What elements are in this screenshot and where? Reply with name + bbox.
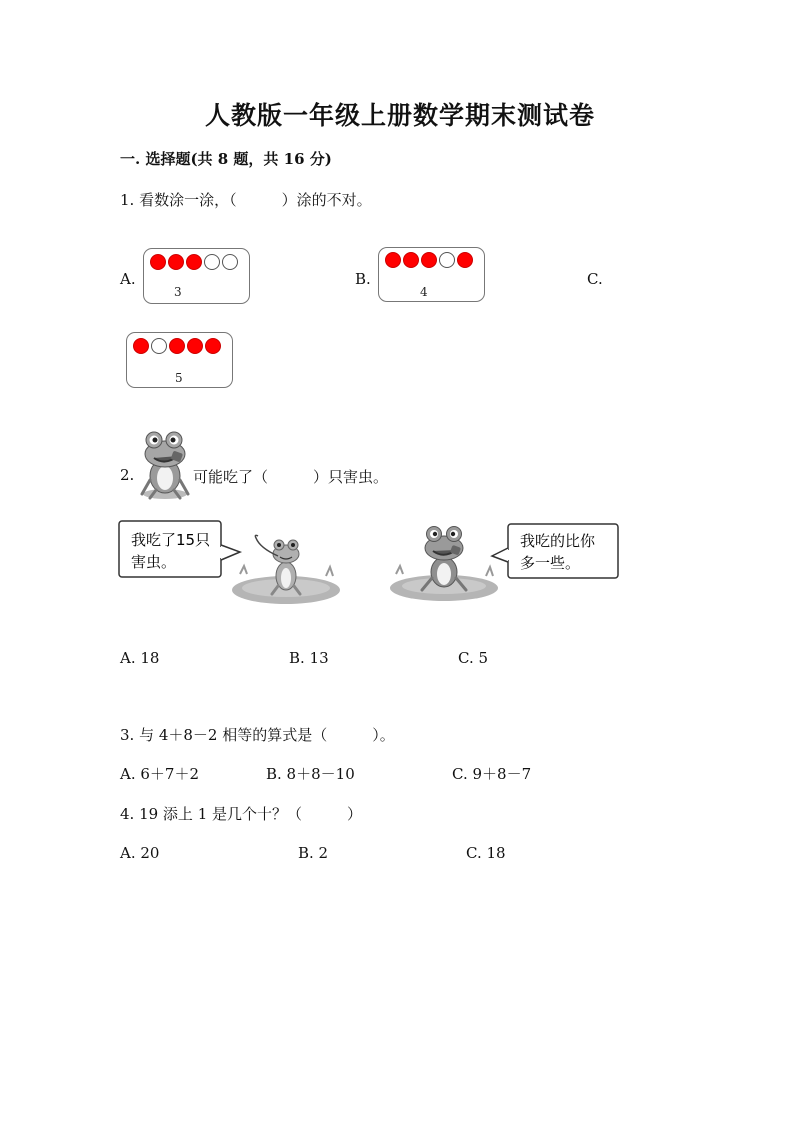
question-1-stem: 1. 看数涂一涂，（ ）涂的不对。 (120, 191, 372, 209)
q1-option-c-number: 5 (175, 371, 183, 385)
red-dot (403, 252, 419, 268)
white-dot (439, 252, 455, 268)
red-dot (385, 252, 401, 268)
q1-option-b-number: 4 (420, 285, 428, 299)
q4-option-a: A. 20 (120, 844, 160, 862)
question-3-stem: 3. 与 4＋8－2 相等的算式是（ ）。 (120, 726, 395, 744)
bubble-right-line-2: 多一些。 (520, 554, 581, 572)
red-dot (421, 252, 437, 268)
q1-option-c-box (126, 332, 233, 388)
section-heading: 一. 选择题(共 8 题，共 16 分) (120, 150, 332, 168)
q4-option-b: B. 2 (298, 844, 329, 862)
question-2-stem: 可能吃了（ ）只害虫。 (193, 468, 389, 486)
red-dot (187, 338, 203, 354)
white-dot (151, 338, 167, 354)
red-dot (186, 254, 202, 270)
q1-option-b-box (378, 247, 485, 302)
q1-option-c-label: C. (587, 270, 603, 288)
frog-icon (136, 428, 194, 502)
red-dot (133, 338, 149, 354)
red-dot (150, 254, 166, 270)
q3-option-c: C. 9＋8－7 (452, 765, 532, 783)
q2-option-c: C. 5 (458, 649, 489, 667)
bubble-left-line-1: 我吃了15只 (131, 531, 211, 549)
red-dot (169, 338, 185, 354)
q4-option-c: C. 18 (466, 844, 506, 862)
q3-option-b: B. 8＋8－10 (266, 765, 355, 783)
white-dot (204, 254, 220, 270)
bubble-left-line-2: 害虫。 (131, 553, 177, 571)
q2-option-b: B. 13 (289, 649, 329, 667)
q1-option-b-label: B. (355, 270, 371, 288)
frog-on-lily-pad-left (230, 528, 342, 606)
page-title: 人教版一年级上册数学期末测试卷 (204, 101, 595, 130)
q1-option-a-box (143, 248, 250, 304)
bubble-right-line-1: 我吃的比你 (520, 532, 596, 550)
q1-option-a-label: A. (120, 270, 136, 288)
red-dot (457, 252, 473, 268)
red-dot (205, 338, 221, 354)
question-4-stem: 4. 19 添上 1 是几个十？（ ） (120, 805, 363, 823)
red-dot (168, 254, 184, 270)
q3-option-a: A. 6＋7＋2 (120, 765, 199, 783)
q2-option-a: A. 18 (120, 649, 160, 667)
question-2-number: 2. (120, 466, 135, 484)
frog-on-lily-pad-right (388, 522, 500, 604)
white-dot (222, 254, 238, 270)
q1-option-a-number: 3 (174, 285, 182, 299)
